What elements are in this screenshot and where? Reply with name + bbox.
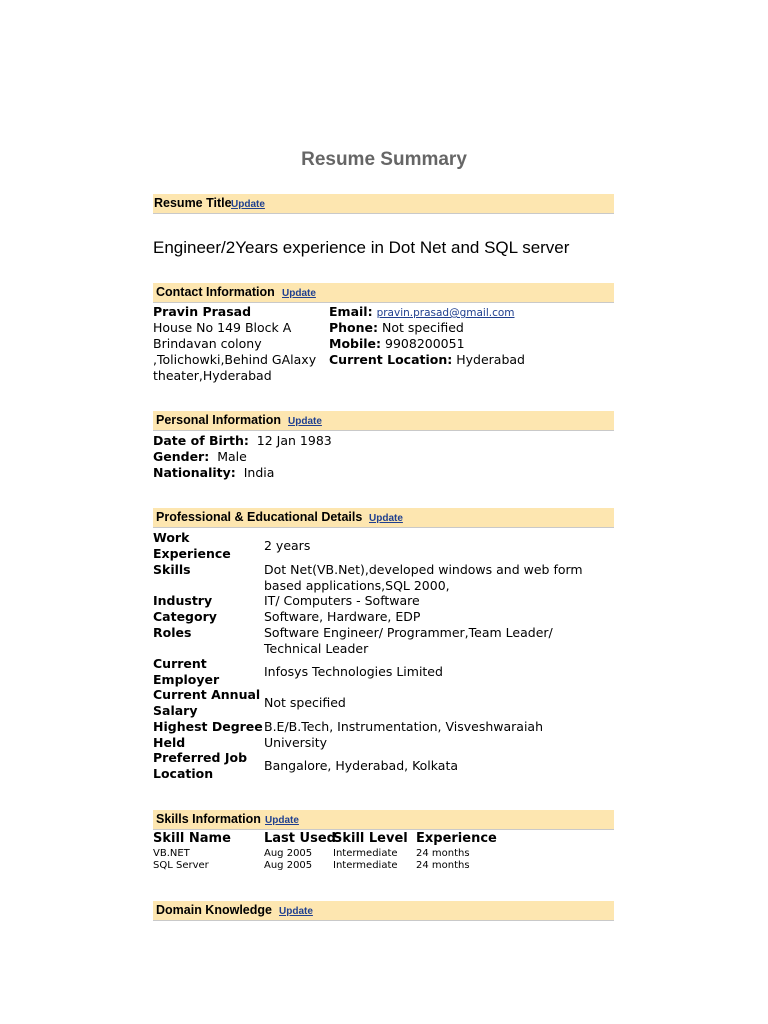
skills-cell: 24 months bbox=[416, 860, 470, 871]
category-value: Software, Hardware, EDP bbox=[264, 609, 421, 624]
phone-label: Phone: bbox=[329, 320, 379, 335]
personal-information-bar bbox=[153, 411, 614, 431]
address-line: ,Tolichowki,Behind GAlaxy bbox=[153, 352, 317, 367]
skills-column-header: Last Used bbox=[264, 831, 336, 846]
current-employer-label: Current bbox=[153, 656, 207, 671]
professional-details-label: Professional & Educational Details bbox=[156, 510, 363, 524]
salary-label: Current Annual bbox=[153, 687, 261, 702]
domain-knowledge-bar bbox=[153, 901, 614, 921]
highest-degree-value: B.E/B.Tech, Instrumentation, Visveshwaraiah bbox=[264, 719, 543, 734]
location-value: Hyderabad bbox=[456, 352, 525, 367]
skills-label: Skills bbox=[153, 562, 191, 577]
gender-value: Male bbox=[217, 449, 247, 464]
skills-information-label: Skills Information bbox=[156, 812, 261, 826]
skills-cell: VB.NET bbox=[153, 848, 190, 859]
domain-knowledge-label: Domain Knowledge bbox=[156, 903, 272, 917]
address-line: House No 149 Block A bbox=[153, 320, 292, 335]
category-label: Category bbox=[153, 609, 217, 624]
mobile-label: Mobile: bbox=[329, 336, 382, 351]
location-row bbox=[329, 352, 525, 368]
location-label: Current Location: bbox=[329, 352, 453, 367]
address-line: Brindavan colony bbox=[153, 336, 262, 351]
gender-row bbox=[153, 449, 247, 465]
dob-label: Date of Birth: bbox=[153, 433, 249, 448]
current-employer-label: Employer bbox=[153, 672, 220, 687]
skills-cell: 24 months bbox=[416, 848, 470, 859]
skills-cell: Aug 2005 bbox=[264, 860, 313, 871]
roles-value: Technical Leader bbox=[264, 641, 369, 656]
current-employer-value: Infosys Technologies Limited bbox=[264, 664, 443, 679]
roles-value: Software Engineer/ Programmer,Team Leader/ bbox=[264, 625, 553, 640]
personal-information-update-link[interactable]: Update bbox=[288, 416, 322, 427]
nationality-label: Nationality: bbox=[153, 465, 236, 480]
skills-value: Dot Net(VB.Net),developed windows and web form bbox=[264, 562, 583, 577]
email-label: Email: bbox=[329, 304, 373, 319]
skills-information-bar bbox=[153, 810, 614, 830]
highest-degree-label: Highest Degree bbox=[153, 719, 263, 734]
contact-name: Pravin Prasad bbox=[153, 304, 252, 319]
roles-label: Roles bbox=[153, 625, 192, 640]
preferred-location-label: Location bbox=[153, 766, 214, 781]
skills-column-header: Experience bbox=[416, 831, 497, 846]
personal-information-label: Personal Information bbox=[156, 413, 282, 427]
contact-information-bar bbox=[153, 283, 614, 303]
skills-cell: Intermediate bbox=[333, 848, 398, 859]
phone-row bbox=[329, 320, 464, 336]
industry-label: Industry bbox=[153, 593, 213, 608]
mobile-row bbox=[329, 336, 465, 352]
nationality-row bbox=[153, 465, 274, 481]
skills-value: based applications,SQL 2000, bbox=[264, 578, 450, 593]
resume-title-bar bbox=[153, 194, 614, 214]
skills-cell: Intermediate bbox=[333, 860, 398, 871]
highest-degree-value: University bbox=[264, 735, 328, 750]
preferred-location-value: Bangalore, Hyderabad, Kolkata bbox=[264, 758, 459, 773]
nationality-value: India bbox=[243, 465, 275, 480]
email-link[interactable]: pravin.prasad@gmail.com bbox=[376, 307, 515, 319]
skills-cell: Aug 2005 bbox=[264, 848, 313, 859]
resume-title-update-link[interactable]: Update bbox=[231, 199, 265, 210]
gender-label: Gender: bbox=[153, 449, 210, 464]
salary-label: Salary bbox=[153, 703, 198, 718]
salary-value: Not specified bbox=[264, 695, 346, 710]
address-line: theater,Hyderabad bbox=[153, 368, 272, 383]
work-experience-value: 2 years bbox=[264, 538, 311, 553]
work-experience-label: Experience bbox=[153, 546, 231, 561]
resume-headline: Engineer/2Years experience in Dot Net and SQL server bbox=[153, 238, 570, 257]
domain-knowledge-update-link[interactable]: Update bbox=[279, 906, 313, 917]
phone-value: Not specified bbox=[382, 320, 464, 335]
industry-value: IT/ Computers - Software bbox=[264, 593, 420, 608]
contact-information-label: Contact Information bbox=[156, 285, 275, 299]
page-title: Resume Summary bbox=[301, 149, 467, 170]
skills-column-header: Skill Level bbox=[333, 831, 408, 846]
professional-details-update-link[interactable]: Update bbox=[369, 513, 403, 524]
dob-row bbox=[153, 433, 332, 449]
mobile-value: 9908200051 bbox=[385, 336, 465, 351]
skills-information-update-link[interactable]: Update bbox=[265, 815, 299, 826]
professional-details-bar bbox=[153, 508, 614, 528]
preferred-location-label: Preferred Job bbox=[153, 750, 248, 765]
highest-degree-label: Held bbox=[153, 735, 186, 750]
contact-information-update-link[interactable]: Update bbox=[282, 288, 316, 299]
resume-title-label: Resume Title bbox=[154, 196, 232, 210]
email-row bbox=[329, 304, 515, 321]
work-experience-label: Work bbox=[153, 530, 190, 545]
skills-column-header: Skill Name bbox=[153, 831, 231, 846]
skills-cell: SQL Server bbox=[153, 860, 209, 871]
dob-value: 12 Jan 1983 bbox=[256, 433, 332, 448]
